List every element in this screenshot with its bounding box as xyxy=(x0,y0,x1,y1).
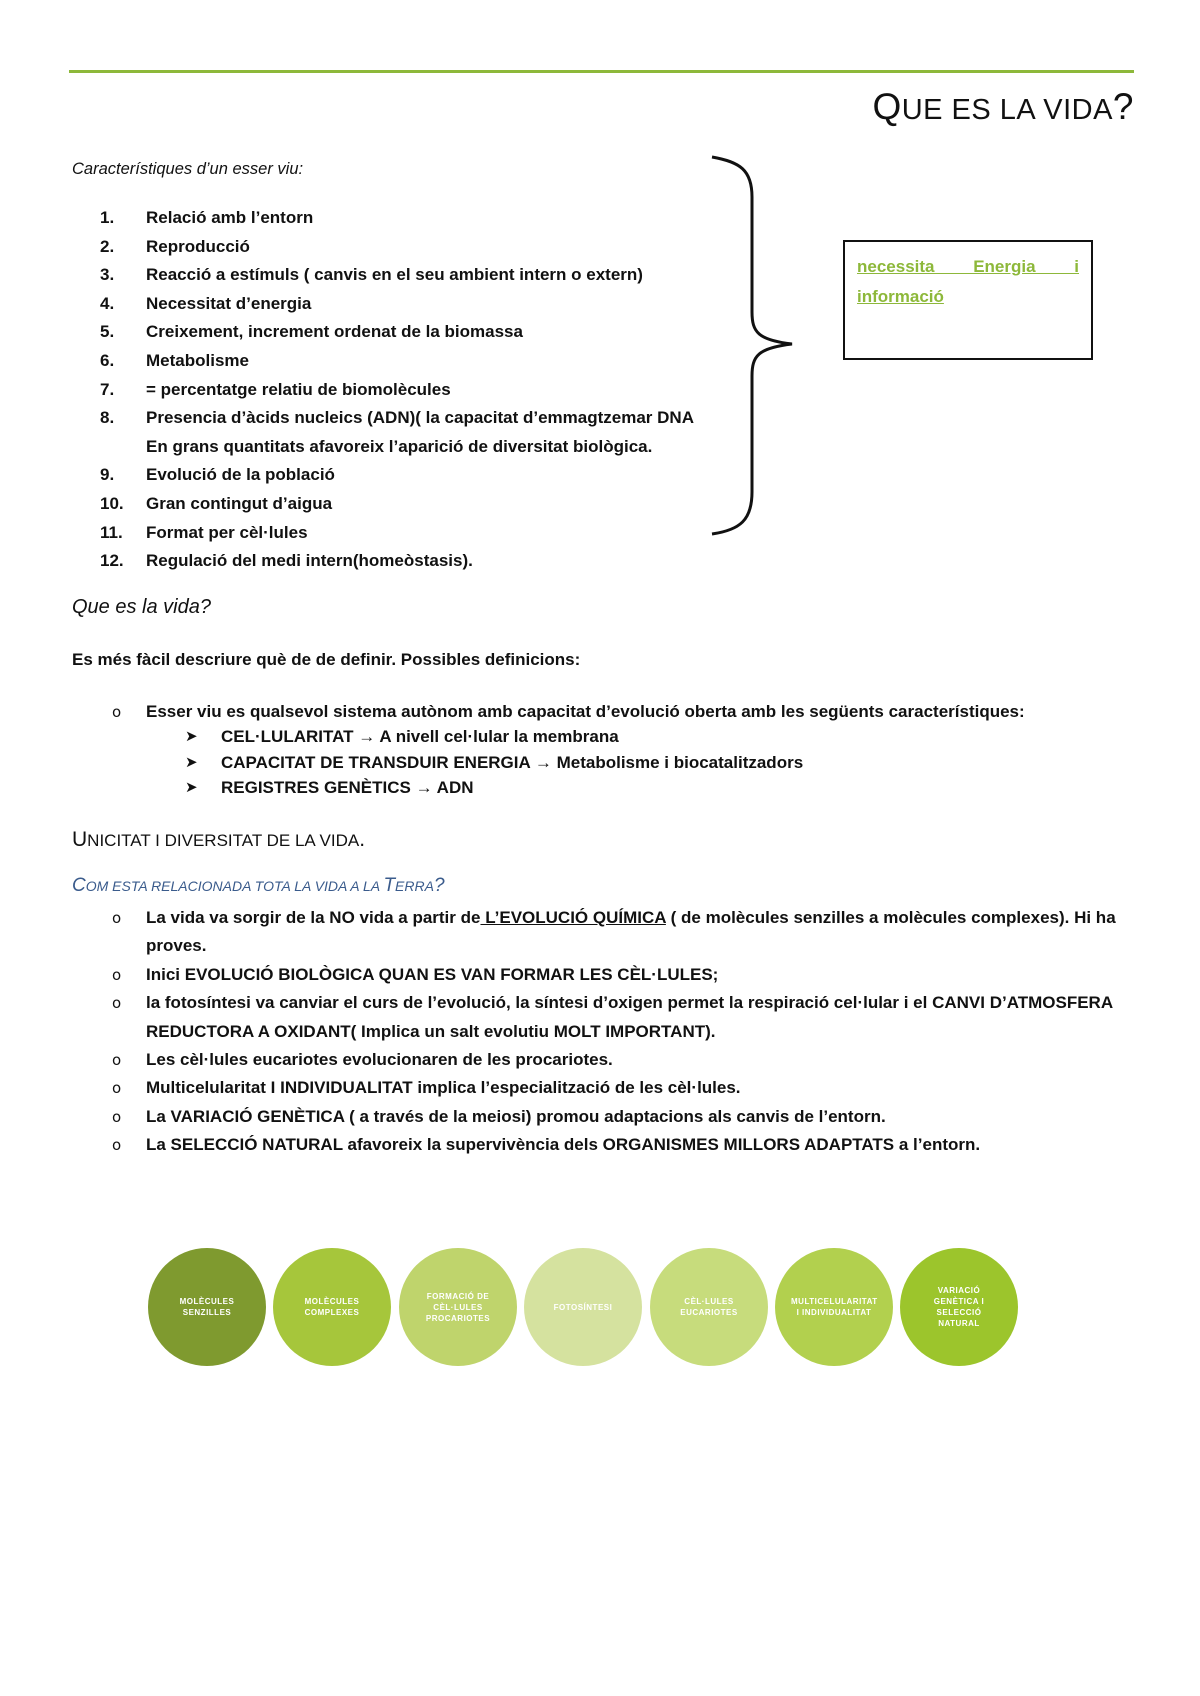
right-brace xyxy=(700,152,800,542)
list-item: 7. = percentatge relatiu de biomolècules xyxy=(100,379,451,399)
list-item: 11. Format per cèl·lules xyxy=(100,522,308,542)
timeline-step: MOLÈCULES COMPLEXES xyxy=(273,1248,391,1366)
info-box-text: necessita Energia i informació xyxy=(857,257,1079,306)
arrowhead-bullet-icon: ➤ xyxy=(185,727,198,745)
list-item: ➤ REGISTRES GENÈTICS → ADN xyxy=(185,775,803,801)
list-item: 12. Regulació del medi intern(homeòstasis). xyxy=(100,551,473,571)
characteristics-intro: Característiques d’un esser viu: xyxy=(72,160,304,178)
list-item: 4. Necessitat d’energia xyxy=(100,293,312,313)
timeline-step: MOLÈCULES SENZILLES xyxy=(148,1248,266,1366)
list-item: 10. Gran contingut d’aigua xyxy=(100,493,333,513)
timeline-step: CÈL·LULES EUCARIOTES xyxy=(650,1248,768,1366)
list-item: o La vida va sorgir de la NO vida a partir de L’EVOLUCIÓ QUÍMICA ( de molècules senzilles a molècules complexes). Hi ha proves. xyxy=(72,904,1152,961)
list-item: o La VARIACIÓ GENÈTICA ( a través de la meiosi) promou adaptacions als canvis de l’entorn. xyxy=(72,1103,1152,1131)
list-item: o la fotosíntesi va canviar el curs de l’evolució, la síntesi d’oxigen permet la respiració cel·lular i el CANVI D’ATMOSFERA REDUCTORA A OXIDANT( Implica un salt evolutiu MOLT IMPORTANT). xyxy=(72,989,1152,1046)
top-rule xyxy=(69,70,1134,73)
section-heading-definition: Que es la vida? xyxy=(72,596,211,618)
bullet-icon: o xyxy=(112,965,122,984)
list-item: 3. Reacció a estímuls ( canvis en el seu ambient intern o extern) xyxy=(100,265,643,285)
definition-list xyxy=(72,698,1132,727)
timeline-step: FOTOSÍNTESI xyxy=(524,1248,642,1366)
list-item: ➤ CAPACITAT DE TRANSDUIR ENERGIA → Metabolisme i biocatalitzadors xyxy=(185,750,803,776)
list-item: 2. Reproducció xyxy=(100,236,250,256)
definition-sublist xyxy=(185,724,803,801)
bullet-icon: o xyxy=(112,703,122,721)
list-item: 6. Metabolisme xyxy=(100,350,249,370)
list-item: o Les cèl·lules eucariotes evolucionaren de les procariotes. xyxy=(72,1046,1152,1074)
page-title: QUE ES LA VIDA? xyxy=(872,86,1134,127)
definition-lead: Es més fàcil descriure què de de definir. Possibles definicions: xyxy=(72,650,581,669)
list-item: o Inici EVOLUCIÓ BIOLÒGICA QUAN ES VAN FORMAR LES CÈL·LULES; xyxy=(72,961,1152,989)
subheading-relation: COM ESTA RELACIONADA TOTA LA VIDA A LA TERRA? xyxy=(72,875,445,896)
list-item: o La SELECCIÓ NATURAL afavoreix la supervivència dels ORGANISMES MILLORS ADAPTATS a l’entorn. xyxy=(72,1131,1152,1159)
bullet-icon: o xyxy=(112,994,122,1013)
arrowhead-bullet-icon: ➤ xyxy=(185,752,198,771)
bullet-icon: o xyxy=(112,1079,122,1098)
list-item: 8. Presencia d’àcids nucleics (ADN)( la capacitat d’emmagtzemar DNA En grans quantitats afavoreix l’aparició de diversitat biològica. xyxy=(100,408,694,456)
characteristics-list xyxy=(100,204,694,576)
list-item: 1. Relació amb l’entorn xyxy=(100,208,314,227)
bullet-icon: o xyxy=(112,1136,122,1155)
list-item: o Multicelularitat I INDIVIDUALITAT implica l’especialització de les cèl·lules. xyxy=(72,1074,1152,1102)
arrowhead-bullet-icon: ➤ xyxy=(185,778,198,796)
list-item: o Esser viu es qualsevol sistema autònom amb capacitat d’evolució oberta amb les següents característiques: xyxy=(72,698,1132,727)
bullet-icon: o xyxy=(112,1051,122,1070)
evolution-timeline xyxy=(148,1248,1048,1368)
timeline-step: MULTICELULARITAT I INDIVIDUALITAT xyxy=(775,1248,893,1366)
timeline-step: FORMACIÓ DE CÈL·LULES PROCARIOTES xyxy=(399,1248,517,1366)
list-item: ➤ CEL·LULARITAT → A nivell cel·lular la membrana xyxy=(185,724,803,750)
section-heading-unity: UNICITAT I DIVERSITAT DE LA VIDA. xyxy=(72,828,366,851)
timeline-step: VARIACIÓ GENÈTICA I SELECCIÓ NATURAL xyxy=(900,1248,1018,1366)
info-box xyxy=(843,240,1093,360)
bullet-icon: o xyxy=(112,909,122,927)
unity-list xyxy=(72,904,1152,1160)
list-item: 9. Evolució de la població xyxy=(100,465,335,485)
list-item: 5. Creixement, increment ordenat de la biomassa xyxy=(100,322,523,342)
bullet-icon: o xyxy=(112,1107,122,1126)
